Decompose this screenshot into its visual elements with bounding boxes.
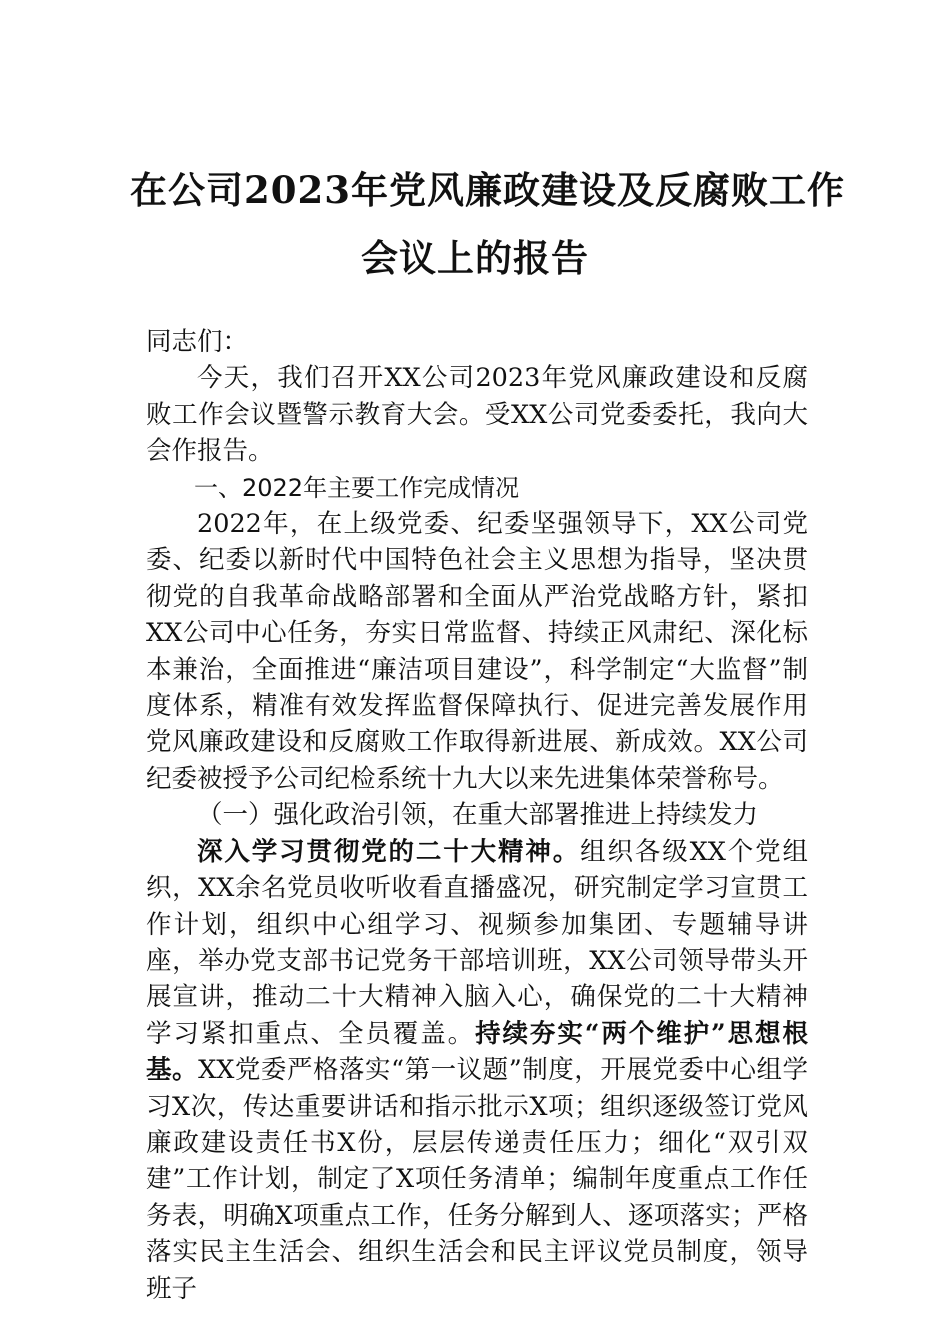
document-title-line-1: 在公司2023年党风廉政建设及反腐败工作 bbox=[130, 168, 845, 212]
paragraph-text-2: XX党委严格落实“第一议题”制度，开展党委中心组学习X次，传达重要讲话和指示批示X项；组织逐级签订党风廉政建设责任书X份，层层传递责任压力；细化“双引双建”工作计划，制定了X项任务清单；编制年度重点工作任务表，明确X项重点工作，任务分解到人、逐项落实；严格落实民主生活会、组织生活会和民主评议党员制度，领导班子 bbox=[146, 1055, 808, 1304]
section-paragraph: 2022年，在上级党委、纪委坚强领导下，XX公司党委、纪委以新时代中国特色社会主义思想为指导，坚决贯彻党的自我革命战略部署和全面从严治党战略方针，紧扣XX公司中心任务，夯实日常监督、持续正风肃纪、深化标本兼治，全面推进“廉洁项目建设”，科学制定“大监督”制度体系，精准有效发挥监督保障执行、促进完善发展作用党风廉政建设和反腐败工作取得新进展、新成效。XX公司纪委被授予公司纪检系统十九大以来先进集体荣誉称号。 bbox=[146, 509, 808, 794]
subsection-heading: （一）强化政治引领，在重大部署推进上持续发力 bbox=[197, 800, 759, 831]
paragraph-text-1: 组织各级XX个党组织，XX余名党员收听收看直播盛况，研究制定学习宣贯工作计划，组织中心组学习、视频参加集团、专题辅导讲座，举办党支部书记党务干部培训班，XX公司领导带头开展宣讲，推动二十大精神入脑入心，确保党的二十大精神学习紧扣重点、全员覆盖。 bbox=[146, 836, 808, 1049]
section-heading: 一、2022年主要工作完成情况 bbox=[194, 473, 520, 502]
bold-lead-2: 持续夯实“两个维护”思想根基。 bbox=[146, 1018, 808, 1086]
salutation: 同志们： bbox=[146, 327, 249, 357]
bold-lead-1: 深入学习贯彻党的二十大精神。 bbox=[197, 836, 581, 867]
body-paragraph bbox=[146, 834, 808, 1307]
intro-paragraph: 今天，我们召开XX公司2023年党风廉政建设和反腐败工作会议暨警示教育大会。受XX公司党委委托，我向大会作报告。 bbox=[146, 363, 808, 467]
document-body bbox=[146, 324, 808, 1307]
document-title-line-2: 会议上的报告 bbox=[361, 236, 589, 280]
